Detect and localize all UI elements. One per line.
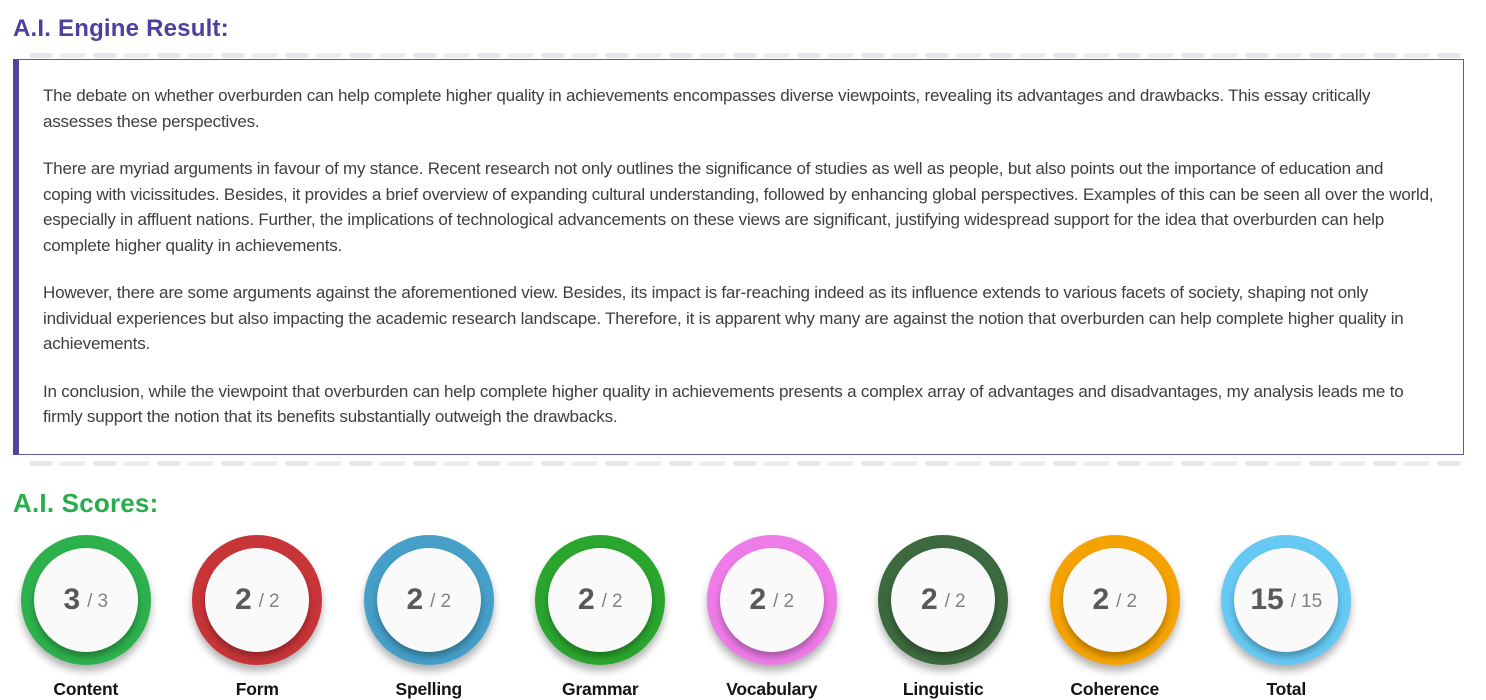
result-paragraph: In conclusion, while the viewpoint that overburden can help complete higher quality in achievements presents a complex array of advantages and disadvantages, my analysis leads me to firmly support the notion that its benefits substantially outweigh the drawbacks. xyxy=(43,381,1404,426)
result-paragraph: There are myriad arguments in favour of my stance. Recent research not only outlines the significance of studies as well as people, but also points out the importance of education and coping with vicissitudes. Besides, it provides a brief overview of expanding cultural understanding, followed by enhancing global perspectives. Examples of this can be seen all over the world, especially in affluent nations. Further, the implications of technological advancements on these views are significant, justifying widespread support for the idea that overburden can help complete higher quality in achievements. xyxy=(43,159,1434,255)
score-item-grammar xyxy=(515,535,687,700)
score-item-coherence xyxy=(1029,535,1201,700)
score-max: 15 xyxy=(1301,590,1323,612)
score-number: 2 xyxy=(406,582,424,616)
score-max: 2 xyxy=(440,590,452,612)
score-item-linguistic xyxy=(858,535,1030,700)
score-ring-content xyxy=(21,535,151,665)
score-separator: / xyxy=(430,590,436,612)
clipped-text-artifact-bottom xyxy=(30,461,1464,466)
score-label-form: Form xyxy=(235,678,279,699)
score-number: 2 xyxy=(577,582,595,616)
score-number: 2 xyxy=(1092,582,1110,616)
score-ring-coherence xyxy=(1050,535,1180,665)
score-label-spelling: Spelling xyxy=(395,678,462,699)
engine-result-title: A.I. Engine Result: xyxy=(13,15,229,42)
score-label-grammar: Grammar xyxy=(562,678,639,699)
score-value-vocabulary xyxy=(720,548,824,652)
result-paragraph: However, there are some arguments against the aforementioned view. Besides, its impact is far-reaching indeed as its influence extends to various facets of society, shaping not only individual experiences but also impacting the academic research landscape. Therefore, it is apparent why many are against the notion that overburden can help complete higher quality in achievements. xyxy=(43,283,1404,353)
score-value-coherence xyxy=(1063,548,1167,652)
score-max: 2 xyxy=(268,590,280,612)
score-number: 2 xyxy=(920,582,938,616)
score-item-total xyxy=(1201,535,1373,700)
score-ring-grammar xyxy=(535,535,665,665)
ai-scores-title: A.I. Scores: xyxy=(13,487,159,518)
score-separator: / xyxy=(773,590,779,612)
score-max: 2 xyxy=(611,590,623,612)
score-separator: / xyxy=(87,590,93,612)
score-value-total xyxy=(1234,548,1338,652)
score-label-content: Content xyxy=(53,678,119,699)
score-value-content xyxy=(34,548,138,652)
score-separator: / xyxy=(944,590,950,612)
score-ring-spelling xyxy=(364,535,494,665)
score-number: 2 xyxy=(234,582,252,616)
score-item-content xyxy=(0,535,172,700)
score-value-form xyxy=(205,548,309,652)
score-item-spelling xyxy=(343,535,515,700)
result-paragraph: The debate on whether overburden can help complete higher quality in achievements encompasses diverse viewpoints, revealing its advantages and drawbacks. This essay critically assesses these perspectives. xyxy=(43,86,1371,131)
scores-row xyxy=(0,535,1486,700)
score-number: 3 xyxy=(63,582,81,616)
score-ring-linguistic xyxy=(878,535,1008,665)
score-separator: / xyxy=(601,590,607,612)
score-max: 2 xyxy=(783,590,795,612)
engine-result-box xyxy=(13,59,1464,455)
score-number: 2 xyxy=(749,582,767,616)
score-separator: / xyxy=(1290,590,1296,612)
score-ring-vocabulary xyxy=(707,535,837,665)
score-number: 15 xyxy=(1250,582,1284,616)
score-max: 3 xyxy=(97,590,109,612)
score-item-vocabulary xyxy=(686,535,858,700)
score-label-linguistic: Linguistic xyxy=(902,678,984,699)
score-label-coherence: Coherence xyxy=(1070,678,1160,699)
score-label-vocabulary: Vocabulary xyxy=(726,678,818,699)
score-separator: / xyxy=(1116,590,1122,612)
score-max: 2 xyxy=(954,590,966,612)
score-max: 2 xyxy=(1126,590,1138,612)
score-value-grammar xyxy=(548,548,652,652)
score-label-total: Total xyxy=(1266,678,1306,699)
score-ring-form xyxy=(192,535,322,665)
clipped-text-artifact-top xyxy=(30,53,1464,58)
score-value-spelling xyxy=(377,548,481,652)
score-value-linguistic xyxy=(891,548,995,652)
score-ring-total xyxy=(1221,535,1351,665)
score-separator: / xyxy=(258,590,264,612)
score-item-form xyxy=(172,535,344,700)
